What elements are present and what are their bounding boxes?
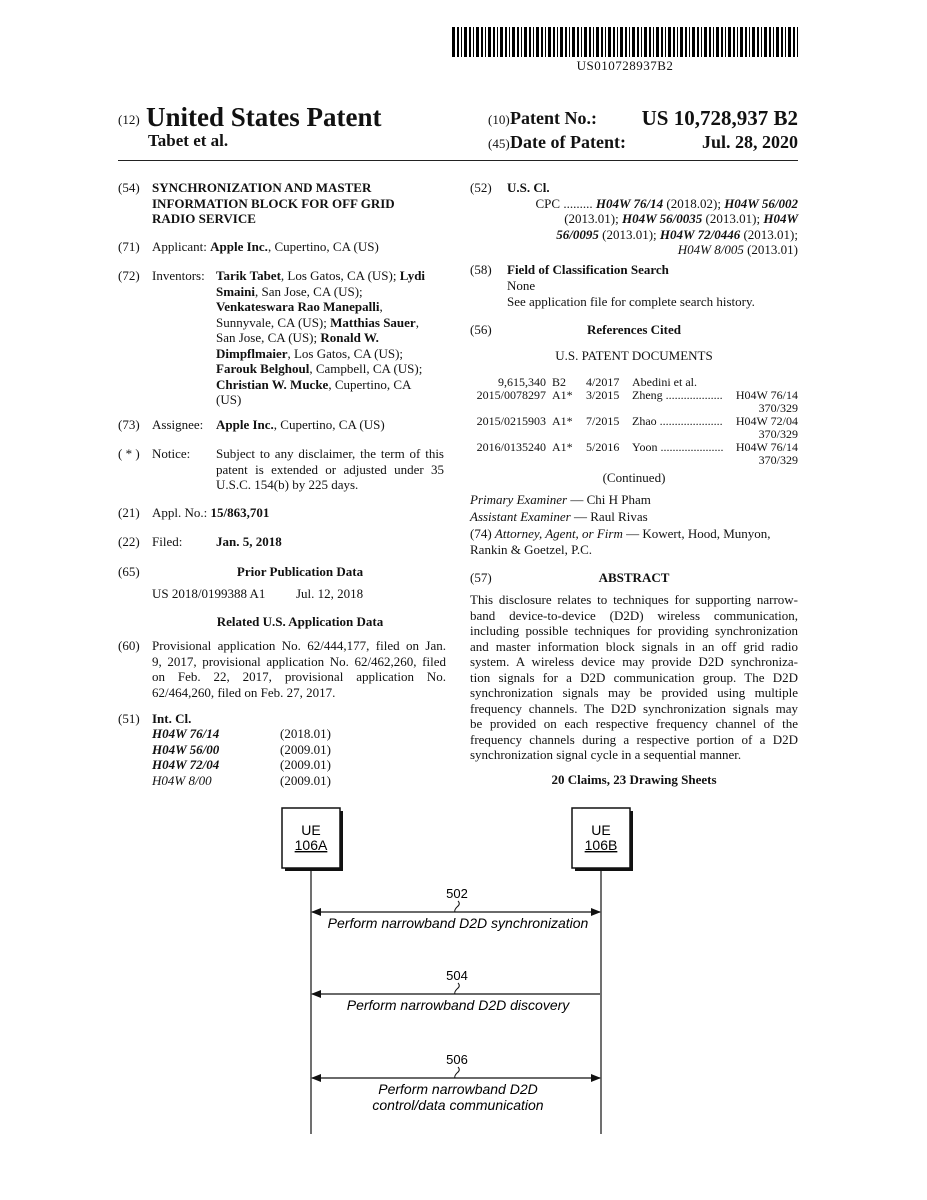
barcode-bar [764, 27, 767, 57]
sequence-steps [312, 886, 600, 1113]
abstract-line: band device-to-device (D2D) wireless communication, [470, 607, 798, 623]
notice-text [216, 446, 444, 493]
barcode-bar [740, 27, 743, 57]
barcode-bar [469, 27, 471, 57]
assistant-examiner [470, 509, 798, 525]
barcode-bar [680, 27, 683, 57]
int-cl-version: (2009.01) [280, 772, 331, 788]
header-rule [118, 160, 798, 161]
inventor-name: Dimpflmaier [216, 345, 288, 361]
abstract-line: This disclosure relates to techniques for supporting narrow- [470, 592, 798, 607]
barcode-bar [601, 27, 603, 57]
barcode-bar [620, 27, 623, 57]
code-10: (10) [488, 112, 510, 127]
inventors-short: Tabet et al. [148, 131, 229, 150]
barcode-bar [476, 27, 479, 57]
cpc-text: (2013.01); [598, 226, 660, 242]
code-56: (56) [470, 322, 492, 337]
inventor-line [216, 268, 448, 284]
inventor-location: San Jose, CA (US); [216, 330, 321, 345]
cpc-class: H04W 8/005 [677, 242, 744, 257]
abstract-line: frequency channels during a respective portion of a D2D [470, 731, 798, 747]
reference-date: 3/2015 [586, 388, 620, 402]
barcode-bar [560, 27, 563, 57]
barcode-bar [661, 27, 663, 57]
sequence-step [312, 1052, 600, 1113]
ue-a-ref: 106A [294, 837, 328, 853]
inventor-location: , Los Gatos, CA (US); [287, 345, 404, 361]
barcode-bar [689, 27, 690, 57]
cpc-text: CPC ......... [535, 195, 596, 211]
inventor-line [216, 346, 448, 362]
assistant-examiner-label: Assistant Examiner [470, 509, 571, 524]
inventor-name: Farouk Belghoul [216, 361, 310, 376]
attorney-line: — Kowert, Hood, Munyon, [622, 526, 771, 541]
title-line: INFORMATION BLOCK FOR OFF GRID [152, 195, 395, 211]
step-leader-line [455, 983, 460, 994]
ue-b-ref: 106B [584, 837, 618, 853]
claims-summary: 20 Claims, 23 Drawing Sheets [551, 772, 717, 787]
code-21: (21) [118, 505, 140, 520]
inventor-line [216, 392, 448, 408]
inventor-location: , Cupertino, CA [328, 376, 412, 392]
step-ref-number: 502 [446, 886, 468, 901]
reference-number: 9,615,340 [498, 375, 546, 389]
inventor-line [216, 299, 448, 315]
barcode-bar [685, 27, 687, 57]
cpc-text: (2013.01); [564, 211, 622, 226]
barcode-bar [488, 27, 491, 57]
inventor-location: , [379, 299, 383, 314]
barcode-bar [785, 27, 786, 57]
reference-class: H04W 72/04 [735, 414, 798, 428]
applicant-label: Applicant: [152, 239, 207, 254]
cpc-text: (2013.01); [740, 226, 798, 242]
barcode-bar [716, 27, 719, 57]
barcode-bar [625, 27, 627, 57]
barcode-bar [505, 27, 507, 57]
barcode-bar [481, 27, 483, 57]
applicant-location: , Cupertino, CA (US) [267, 239, 379, 254]
int-cl-class: H04W 56/00 [152, 741, 220, 757]
step-leader-line [455, 901, 460, 912]
assignee-label: Assignee: [152, 417, 204, 432]
barcode-bar [629, 27, 630, 57]
patent-date-label: Date of Patent: [510, 132, 626, 152]
code-22: (22) [118, 534, 140, 549]
prior-publication-heading: Prior Publication Data [236, 564, 364, 579]
inventor-location: , San Jose, CA (US); [255, 283, 363, 299]
sequence-step [312, 886, 600, 931]
int-cl-class: H04W 8/00 [152, 772, 212, 788]
barcode-bar [457, 27, 459, 57]
field-search-label: Field of Classification Search [507, 262, 669, 277]
barcode-bar [500, 27, 503, 57]
cpc-class: H04W [763, 211, 798, 226]
cpc-text: (2013.01) [743, 242, 798, 257]
barcode-bar [536, 27, 539, 57]
ue-a-label: UE [301, 822, 321, 838]
step-label: control/data communication [372, 1097, 544, 1113]
us-cl-line [507, 196, 798, 212]
notice-line: U.S.C. 154(b) by 225 days. [216, 477, 359, 492]
barcode-bar [577, 27, 579, 57]
title-line: SYNCHRONIZATION AND MASTER [152, 180, 372, 195]
barcode-bar [737, 27, 738, 57]
reference-date: 7/2015 [586, 414, 620, 428]
code-73: (73) [118, 417, 140, 432]
reference-kind: A1* [552, 440, 573, 454]
inventors-label: Inventors: [152, 268, 205, 283]
prior-publication-number: US 2018/0199388 A1 [152, 586, 266, 601]
barcode-bar [781, 27, 783, 57]
primary-examiner-name: — Chi H Pham [567, 492, 651, 507]
int-cl-label: Int. Cl. [152, 711, 192, 726]
reference-number: 2015/0215903 [476, 414, 546, 428]
cpc-text: (2013.01); [702, 211, 764, 226]
cpc-class: 56/0095 [556, 226, 599, 242]
sequence-step [312, 968, 600, 1013]
notice-line: patent is extended or adjusted under 35 [216, 461, 444, 477]
reference-kind: B2 [552, 375, 567, 389]
barcode-bar [733, 27, 735, 57]
related-data-heading: Related U.S. Application Data [216, 614, 384, 629]
references-label: References Cited [587, 322, 681, 337]
inventor-line [216, 284, 448, 300]
inventor-name: Venkateswara Rao Manepalli [216, 299, 380, 314]
applicant-name: Apple Inc. [210, 239, 268, 254]
reference-subclass: 370/329 [758, 427, 798, 441]
inventor-location: Sunnyvale, CA (US); [216, 314, 331, 330]
reference-subclass: 370/329 [758, 401, 798, 415]
provisional-line: on Feb. 22, 2017, provisional application No. [152, 669, 446, 684]
prior-publication-date: Jul. 12, 2018 [296, 586, 364, 601]
barcode-bar [721, 27, 723, 57]
inventor-line [216, 315, 448, 331]
step-leader-line [455, 1067, 460, 1078]
barcode-bar [565, 27, 567, 57]
code-65: (65) [118, 564, 140, 579]
cpc-class: H04W 56/0035 [621, 211, 703, 226]
continued-label: (Continued) [602, 470, 666, 485]
filed-label: Filed: [152, 534, 183, 549]
barcode-bar [673, 27, 675, 57]
provisional-line: 9, 2017, provisional application No. 62/462,260, filed [152, 653, 446, 669]
abstract-line: synchronization signal cycle in a sequential manner. [470, 747, 742, 762]
barcode-bar [788, 27, 791, 57]
barcode-bar [608, 27, 611, 57]
sequence-diagram [0, 800, 927, 1200]
barcode-bar [517, 27, 519, 57]
int-cl-row [152, 726, 432, 742]
abstract-line: including possible techniques for providing synchronization [470, 623, 798, 638]
barcode [452, 27, 798, 57]
us-cl-label: U.S. Cl. [507, 180, 550, 195]
barcode-bar [752, 27, 755, 57]
filed-date: Jan. 5, 2018 [216, 534, 282, 549]
primary-examiner-label: Primary Examiner [470, 492, 568, 507]
barcode-number: US010728937B2 [576, 58, 674, 73]
barcode-bar [665, 27, 666, 57]
code-52: (52) [470, 180, 492, 195]
inventor-line [216, 377, 448, 393]
code-57: (57) [470, 570, 492, 585]
document-title: United States Patent [146, 102, 382, 132]
abstract-line: system. A wireless device may provide D2D synchroniza- [470, 654, 798, 669]
barcode-bar [521, 27, 522, 57]
attorney-line: Rankin & Goetzel, P.C. [470, 541, 593, 557]
reference-row [470, 389, 800, 415]
reference-kind: A1* [552, 414, 573, 428]
barcode-bar [545, 27, 546, 57]
reference-name: Yoon ..................... [632, 441, 724, 454]
right-column [470, 180, 800, 800]
reference-name: Zheng ................... [632, 389, 723, 402]
barcode-bar [584, 27, 587, 57]
barcode-bar [473, 27, 474, 57]
cpc-class: H04W 76/14 [595, 195, 664, 211]
ue-b-node [572, 808, 633, 871]
abstract-line: frequency channels. The D2D synchronization signals may [470, 700, 798, 716]
inventor-name: Smaini [216, 283, 256, 299]
us-patent-documents-label: U.S. PATENT DOCUMENTS [555, 348, 713, 363]
barcode-bar [557, 27, 558, 57]
reference-number: 2016/0135240 [476, 440, 546, 454]
barcode-bar [668, 27, 671, 57]
barcode-bar [512, 27, 515, 57]
abstract-line: synchronization signals may be provided using multiple [470, 685, 798, 700]
reference-subclass: 370/329 [758, 453, 798, 467]
provisional-text [152, 638, 446, 700]
abstract-line: be provided on each respective frequency channel of the [470, 716, 798, 731]
barcode-bar [704, 27, 707, 57]
reference-row [470, 415, 800, 441]
int-cl-version: (2018.01) [280, 726, 331, 741]
us-cl-text [507, 196, 798, 258]
int-cl-class: H04W 76/14 [152, 726, 220, 741]
abstract-line: and master information block signals in an off grid radio [470, 638, 798, 654]
barcode-bar [497, 27, 498, 57]
barcode-bar [541, 27, 543, 57]
assignee-name: Apple Inc. [216, 417, 274, 432]
barcode-bar [761, 27, 762, 57]
barcode-bar [757, 27, 759, 57]
step-label: Perform narrowband D2D discovery [346, 997, 570, 1013]
barcode-bar [728, 27, 731, 57]
reference-name: Zhao ..................... [632, 415, 723, 428]
code-58: (58) [470, 262, 492, 277]
inventor-name: Tarik Tabet [216, 268, 281, 283]
inventor-name: Matthias Sauer [330, 314, 416, 330]
barcode-bar [524, 27, 527, 57]
barcode-bar [692, 27, 695, 57]
reference-number: 2015/0078297 [476, 388, 546, 402]
inventor-location: , Los Gatos, CA (US); [280, 268, 400, 283]
provisional-line: Provisional application No. 62/444,177, filed on Jan. [152, 638, 446, 653]
step-ref-number: 504 [446, 968, 468, 983]
ue-a-node [282, 808, 343, 871]
us-cl-line [507, 211, 798, 227]
inventor-name: Ronald W. [320, 330, 379, 345]
code-51: (51) [118, 711, 140, 726]
barcode-bar [653, 27, 654, 57]
barcode-bar [553, 27, 555, 57]
barcode-bar [656, 27, 659, 57]
abstract-label: ABSTRACT [598, 570, 670, 585]
inventors-list [216, 268, 448, 408]
int-cl-row [152, 773, 432, 789]
int-cl-version: (2009.01) [280, 757, 331, 772]
int-cl-row [152, 742, 432, 758]
appl-no-label: Appl. No.: [152, 505, 208, 520]
reference-row [470, 441, 800, 467]
barcode-bar [649, 27, 651, 57]
barcode-bar [773, 27, 774, 57]
barcode-bar [776, 27, 779, 57]
cpc-class: H04W 72/0446 [659, 226, 741, 242]
primary-examiner [470, 492, 798, 508]
step-ref-number: 506 [446, 1052, 468, 1067]
invention-title [152, 180, 395, 227]
barcode-bar [725, 27, 726, 57]
code-54: (54) [118, 180, 140, 195]
code-71: (71) [118, 239, 140, 254]
provisional-line: 62/464,260, filed on Feb. 27, 2017. [152, 684, 336, 700]
inventor-location: , [415, 314, 419, 330]
inventor-line [216, 361, 448, 377]
barcode-bar [485, 27, 486, 57]
abstract-line: tion signals for a D2D communication group. The D2D [470, 669, 798, 685]
reference-kind: A1* [552, 388, 573, 402]
barcode-bar [461, 27, 462, 57]
barcode-bar [632, 27, 635, 57]
barcode-bar [617, 27, 618, 57]
barcode-bar [493, 27, 495, 57]
reference-date: 5/2016 [586, 440, 620, 454]
inventor-location: (US) [216, 392, 242, 407]
code-60: (60) [118, 638, 140, 653]
inventor-line [216, 330, 448, 346]
barcode-bar [644, 27, 647, 57]
barcode-bar [593, 27, 594, 57]
barcode-bar [713, 27, 714, 57]
notice-label: Notice: [152, 446, 191, 461]
section-74 [470, 526, 798, 557]
barcode-bar [709, 27, 711, 57]
field-search-value: None [507, 278, 536, 293]
title-line: RADIO SERVICE [152, 211, 256, 226]
barcode-bar [529, 27, 531, 57]
barcode-bar [509, 27, 510, 57]
field-search-note: See application file for complete search history. [507, 294, 755, 309]
code-74: (74) [470, 526, 492, 541]
inventor-location: , Campbell, CA (US); [309, 361, 423, 376]
code-12: (12) [118, 112, 140, 127]
inventor-name: Christian W. Mucke [216, 376, 329, 392]
barcode-bar [596, 27, 599, 57]
barcode-bar [749, 27, 750, 57]
barcode-bar [677, 27, 678, 57]
reference-date: 4/2017 [586, 375, 620, 389]
us-cl-line [507, 242, 798, 258]
int-cl-list [152, 726, 432, 788]
patent-number-label: Patent No.: [510, 108, 597, 128]
assignee-location: , Cupertino, CA (US) [273, 417, 385, 432]
cpc-text: (2018.02); [663, 195, 725, 211]
barcode-bar [569, 27, 570, 57]
int-cl-class: H04W 72/04 [152, 757, 220, 772]
cpc-class: H04W 56/002 [724, 195, 798, 211]
int-cl-version: (2009.01) [280, 741, 331, 757]
barcode-bar [701, 27, 702, 57]
barcode-bar [797, 27, 798, 57]
barcode-bar [581, 27, 582, 57]
code-notice: ( * ) [118, 446, 140, 461]
attorney-label: Attorney, Agent, or Firm [494, 526, 623, 541]
barcode-bar [605, 27, 606, 57]
barcode-bar [572, 27, 575, 57]
notice-line: Subject to any disclaimer, the term of this [216, 446, 444, 461]
reference-class: H04W 76/14 [735, 440, 798, 454]
patent-date-row [488, 132, 798, 156]
patent-number: US 10,728,937 B2 [641, 106, 798, 130]
step-label: Perform narrowband D2D [378, 1081, 538, 1097]
barcode-bar [533, 27, 534, 57]
abstract-text [470, 592, 798, 763]
patent-number-row [488, 108, 798, 132]
step-label: Perform narrowband D2D synchronization [327, 915, 589, 931]
barcode-bar [637, 27, 639, 57]
barcode-bar [745, 27, 747, 57]
barcode-bar [464, 27, 467, 57]
barcode-bar [548, 27, 551, 57]
barcode-bar [641, 27, 642, 57]
code-72: (72) [118, 268, 140, 283]
barcode-bar [613, 27, 615, 57]
left-column [118, 180, 448, 800]
barcode-bar [793, 27, 795, 57]
int-cl-row [152, 757, 432, 773]
inventor-name: Lydi [399, 268, 426, 283]
appl-no: 15/863,701 [210, 505, 270, 520]
barcode-bar [452, 27, 455, 57]
patent-date: Jul. 28, 2020 [701, 132, 798, 152]
barcode-bar [769, 27, 771, 57]
assistant-examiner-name: — Raul Rivas [570, 509, 648, 524]
us-cl-line [507, 227, 798, 243]
barcode-bar [697, 27, 699, 57]
reference-class: H04W 76/14 [735, 388, 798, 402]
ue-b-label: UE [591, 822, 611, 838]
code-45: (45) [488, 136, 510, 151]
reference-name: Abedini et al. [632, 376, 697, 389]
barcode-bar [589, 27, 591, 57]
